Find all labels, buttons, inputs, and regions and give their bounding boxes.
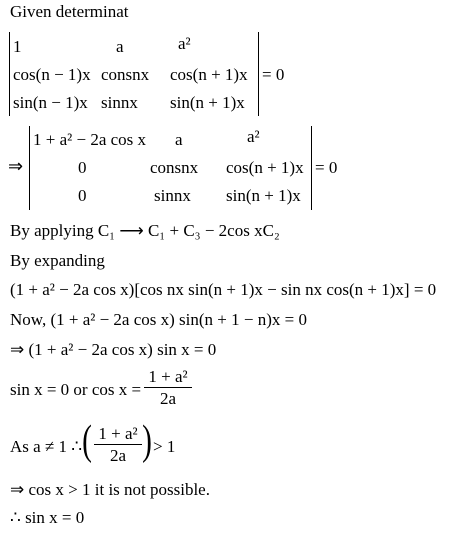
- not-possible-line: ⇒ cos x > 1 it is not possible.: [10, 480, 210, 499]
- fraction-2-numerator: 1 + a²: [98, 424, 138, 443]
- det1-cell: 1: [13, 37, 22, 56]
- conclusion-line: ∴ sin x = 0: [10, 508, 85, 527]
- det1-cell: consnx: [101, 65, 150, 84]
- fraction-2: [94, 425, 142, 464]
- det2-cell: sinnx: [154, 186, 191, 205]
- fraction-1-denominator: 2a: [159, 389, 177, 408]
- factor-equation: ⇒ (1 + a² − 2a cos x) sin x = 0: [10, 340, 217, 359]
- right-paren: ): [142, 418, 152, 464]
- det1-cell: cos(n + 1)x: [170, 65, 248, 84]
- expand-step: By expanding: [10, 251, 105, 270]
- condition-text: As a ≠ 1 ∴: [10, 437, 83, 456]
- fraction-2-denominator: 2a: [109, 446, 127, 465]
- det1-right-bar: [258, 32, 259, 116]
- det2-left-bar: [29, 126, 30, 210]
- det1-cell: sin(n + 1)x: [170, 93, 245, 112]
- det1-cell: a²: [178, 34, 191, 53]
- intro-text: Given determinat: [10, 2, 129, 21]
- det2-cell: 0: [78, 186, 87, 205]
- det2-rhs: = 0: [315, 158, 338, 177]
- det1-cell: sinnx: [101, 93, 138, 112]
- det2-right-bar: [311, 126, 312, 210]
- fraction-1: [144, 368, 192, 407]
- det1-cell: sin(n − 1)x: [13, 93, 88, 112]
- det2-cell: cos(n + 1)x: [226, 158, 304, 177]
- det2-cell: consnx: [150, 158, 199, 177]
- fraction-2-bar: [94, 444, 142, 445]
- solution-cases: sin x = 0 or cos x =: [10, 380, 142, 399]
- simplified-equation: Now, (1 + a² − 2a cos x) sin(n + 1 − n)x = 0: [10, 310, 307, 329]
- expansion-equation: (1 + a² − 2a cos x)[cos nx sin(n + 1)x − sin nx cos(n + 1)x] = 0: [10, 280, 437, 299]
- fraction-1-numerator: 1 + a²: [148, 367, 188, 386]
- det2-cell: a²: [247, 127, 260, 146]
- det1-left-bar: [9, 32, 10, 116]
- det1-rhs: = 0: [262, 65, 285, 84]
- apply-step: By applying C₁ ⟶ C₁ + C₃ − 2cos xC₂: [10, 221, 280, 240]
- implies-symbol: ⇒: [8, 156, 24, 176]
- det2-cell: 1 + a² − 2a cos x: [33, 130, 147, 149]
- det2-cell: 0: [78, 158, 87, 177]
- det2-cell: a: [175, 130, 183, 149]
- det2-cell: sin(n + 1)x: [226, 186, 301, 205]
- det1-cell: a: [116, 37, 124, 56]
- left-paren: (: [82, 418, 92, 464]
- fraction-1-bar: [144, 387, 192, 388]
- inequality-right: > 1: [153, 437, 176, 456]
- det1-cell: cos(n − 1)x: [13, 65, 91, 84]
